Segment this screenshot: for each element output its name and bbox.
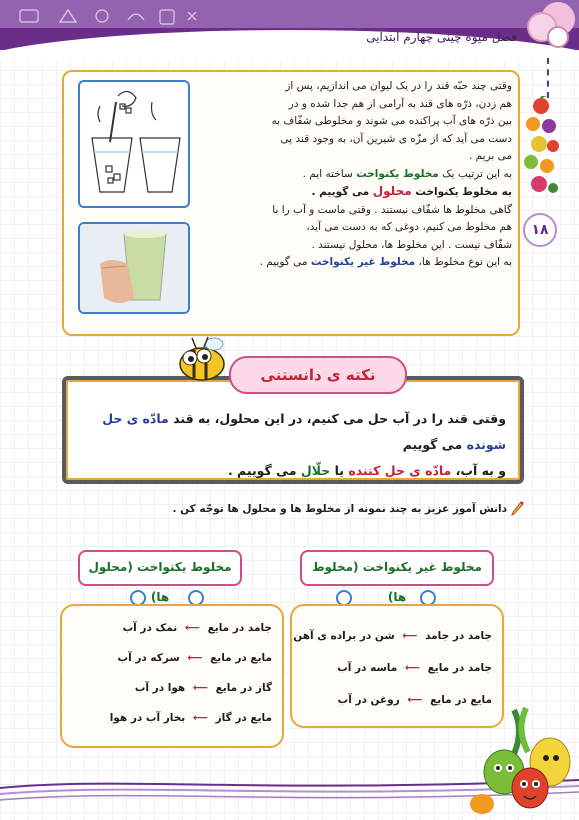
list-item	[135, 682, 272, 694]
mixture-example: بخار آب در هوا	[109, 712, 186, 724]
mixture-example: سرکه در آب	[117, 652, 180, 664]
bee-mascot-icon	[166, 336, 230, 386]
page-number: ۱۸	[523, 213, 557, 247]
doogh-photo	[78, 222, 190, 314]
glass-illustration-icon	[80, 82, 188, 206]
fact-line	[80, 458, 506, 484]
instruction-text: دانش آموز عزیز به چند نمونه از مخلوط ها و محلول ها توجّه کن .	[172, 503, 507, 515]
milk-glass-icon	[80, 224, 188, 312]
text-run: به این نوع مخلوط ها،	[418, 256, 512, 268]
text-run: وقتی قند را در آب حل می کنیم، در این محلول، به قند	[173, 411, 506, 426]
text-run: به مخلوط یکنواخت	[415, 186, 512, 198]
text-run: می گوییم .	[311, 186, 370, 198]
arrow-left-icon: ⟵	[402, 630, 418, 642]
mixture-example: نمک در آب	[122, 622, 178, 634]
arrow-left-icon: ⟵	[404, 662, 420, 674]
fact-text	[80, 406, 506, 484]
list-item	[337, 662, 492, 674]
arrow-left-icon: ⟵	[184, 622, 200, 634]
header-circle-cluster	[517, 0, 579, 56]
intro-line	[196, 166, 512, 184]
intro-line	[196, 254, 512, 272]
intro-text	[196, 78, 512, 272]
intro-line: دست می آید که از مزّه ی شیرین آن، به وجود قند پی	[280, 132, 512, 145]
header-title: فصل میوه چینی چهارم ابتدایی	[366, 30, 517, 44]
arrow-left-icon: ⟵	[407, 694, 423, 706]
fruit-column-icon	[517, 96, 565, 204]
mixture-type: گاز در مایع	[215, 682, 272, 694]
arrow-left-icon: ⟵	[192, 712, 208, 724]
mixture-type: جامد در جامد	[425, 630, 492, 642]
fact-title: نکته ی دانستنی	[260, 366, 376, 384]
heterogeneous-term: مخلوط غیر یکنواخت	[310, 256, 416, 268]
mixture-example: روغن در آب	[337, 694, 400, 706]
solvent-term: مادّه ی حل کننده	[348, 463, 452, 478]
left-panel	[60, 604, 284, 748]
intro-line: گاهی مخلوط ها شفّاف نیستند . وقتی ماست و آب را با	[272, 203, 512, 216]
intro-line: هم مخلوط می کنیم، دوغی که به دست می آید،	[306, 221, 512, 233]
solution-term: محلول	[372, 184, 412, 198]
arrow-left-icon: ⟵	[192, 682, 208, 694]
sugar-dissolving-illustration	[78, 80, 190, 208]
mixture-example: شن در براده ی آهن	[293, 630, 395, 642]
header-doodles	[10, 4, 210, 30]
solvent-alt-term: حلّال	[300, 463, 331, 478]
text-run: می گوییم	[402, 437, 463, 452]
fact-line	[80, 406, 506, 458]
intro-line: شفّاف نیست . این مخلوط ها، محلول نیستند .	[311, 238, 512, 251]
intro-line: بین ذرّه های آب پراکنده می شوند و مخلوطی شفّاف به	[271, 115, 512, 127]
right-panel-title: مخلوط غیر یکنواخت (مخلوط ها)	[312, 560, 482, 604]
text-run: ساخته ایم .	[302, 167, 353, 180]
intro-card	[62, 70, 520, 336]
intro-line: هم زدن، ذرّه های قند به آرامی از هم جدا شده و در	[288, 97, 512, 110]
mixture-example: هوا در آب	[134, 682, 186, 694]
mixture-example: ماسه در آب	[337, 662, 398, 674]
fact-title-tab	[229, 356, 407, 394]
intro-line: می بریم .	[468, 150, 512, 162]
mixture-type: مایع در مایع	[430, 694, 492, 706]
mixture-type: جامد در مایع	[207, 622, 272, 634]
page-header	[0, 0, 579, 62]
text-run: به این ترتیب یک	[442, 167, 512, 180]
list-item	[123, 622, 272, 634]
left-panel-title-scroll	[78, 550, 242, 604]
mixture-type: مایع در گاز	[215, 712, 272, 724]
right-panel-title-scroll	[300, 550, 494, 604]
list-item	[293, 630, 492, 642]
arrow-left-icon: ⟵	[187, 652, 203, 664]
mixture-type: مایع در مایع	[210, 652, 272, 664]
text-run: می گوییم .	[227, 463, 297, 478]
intro-line	[196, 183, 512, 202]
fruit-characters-icon	[462, 700, 579, 820]
list-item	[118, 652, 272, 664]
pencil-icon	[511, 500, 525, 516]
text-run: می گوییم .	[259, 256, 308, 268]
text-run: یا	[334, 463, 344, 478]
mixture-type: جامد در مایع	[427, 662, 492, 674]
solute-term: مادّه ی حل شونده	[102, 411, 506, 452]
text-run: و به آب،	[455, 463, 506, 478]
list-item	[110, 712, 272, 724]
homogeneous-term: مخلوط یکنواخت	[356, 167, 439, 180]
dashed-connector	[547, 58, 549, 98]
intro-line: وقتی چند حبّه قند را در یک لیوان می اندازیم، پس از	[285, 80, 512, 92]
left-panel-title: مخلوط یکنواخت (محلول ها)	[88, 560, 232, 604]
